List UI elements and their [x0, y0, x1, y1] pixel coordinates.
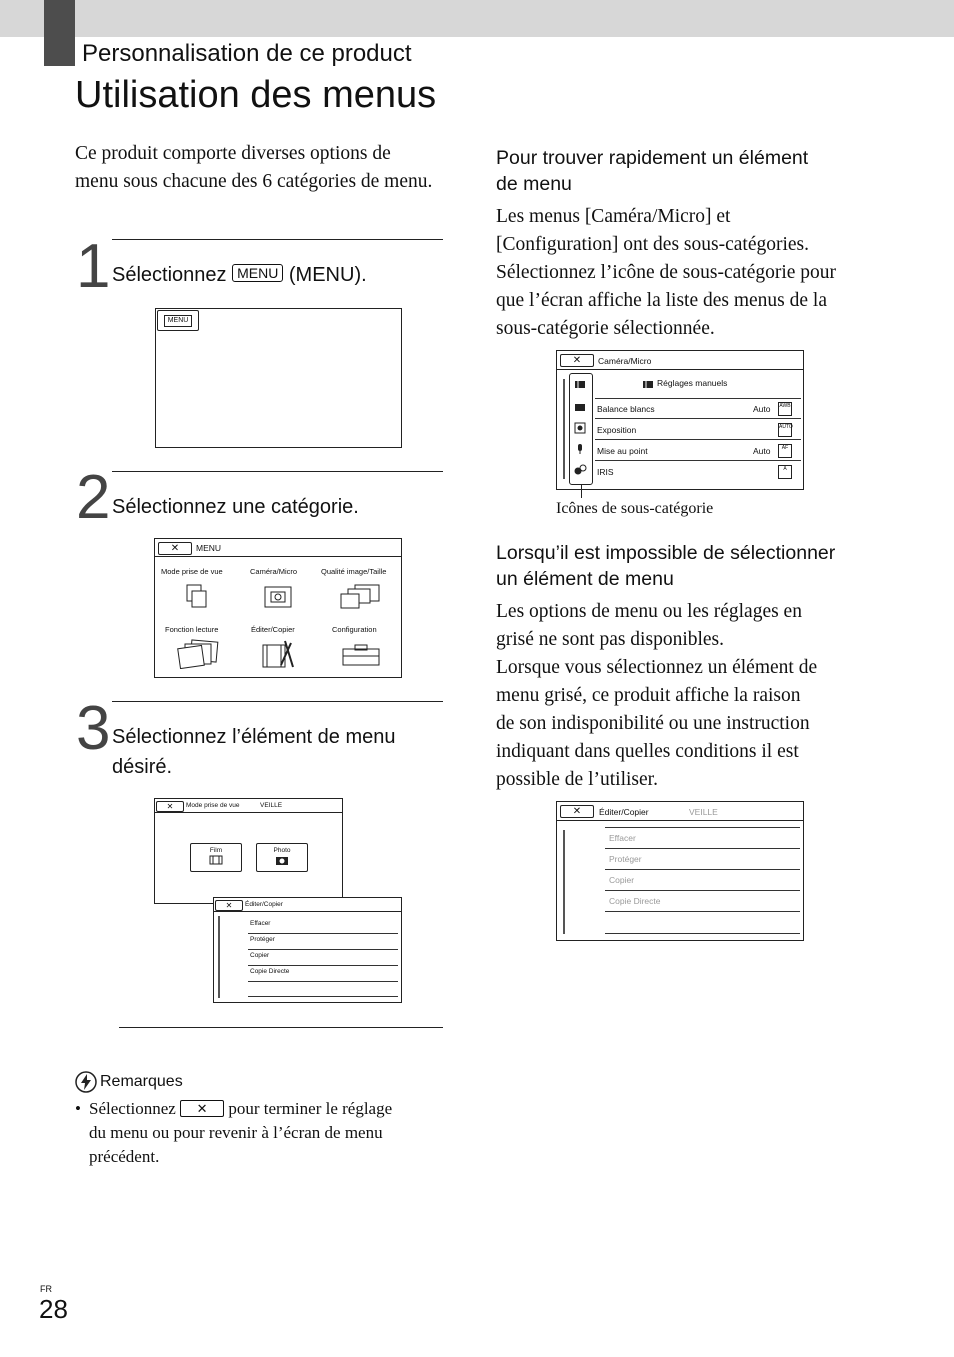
playback-icon [177, 639, 221, 669]
section2-body: Les options de menu ou les réglages en grisé ne sont pas disponibles. Lorsque vous sélectionnez un élément de menu grisé, ce produit affiche la raison de son indisponibilité ou une instruction indiquant dans quelles conditions il est possible de l’utiliser. [496, 601, 818, 790]
screen3a-title: Mode prise de vue [186, 802, 240, 809]
menu-item-direct-copy[interactable]: Copie Directe [250, 968, 290, 975]
greyed-item-direct-copy[interactable]: Copie Directe [609, 896, 661, 906]
auto-icon: AWB [778, 402, 792, 416]
row-iris-label[interactable]: IRIS [597, 467, 614, 477]
screen4-title: Caméra/Micro [598, 356, 652, 366]
photo-button[interactable]: Photo [256, 843, 308, 872]
screen-greyed-menu [556, 801, 804, 941]
camera-icon [275, 855, 289, 865]
shooting-mode-icon [185, 583, 209, 609]
step-1-text-before: Sélectionnez [112, 264, 227, 286]
language-code: FR [40, 1284, 52, 1294]
remarks-bullet-line1: Sélectionnez ✕ pour terminer le réglage [89, 1099, 393, 1118]
exposure-auto-icon: AUTO [778, 423, 792, 437]
section1-body: Les menus [Caméra/Micro] et [Configuration] ont des sous-catégories. Sélectionnez l’icône de sous-catégorie pour que l’écran affiche la liste des menus de la sous-catégorie sélectionnée. [496, 206, 837, 339]
category-edit-copy[interactable]: Éditer/Copier [251, 625, 295, 634]
row-exposure-label[interactable]: Exposition [597, 425, 637, 435]
menu-item-protect[interactable]: Protéger [250, 936, 275, 943]
close-icon[interactable]: ✕ [156, 801, 184, 812]
step-1-number: 1 [76, 232, 111, 301]
close-icon: ✕ [180, 1100, 224, 1117]
scrollbar[interactable] [563, 379, 565, 479]
category-playback[interactable]: Fonction lecture [165, 625, 219, 634]
screen-edit-copy [213, 897, 402, 1003]
category-setup[interactable]: Configuration [332, 625, 377, 634]
screen-categories [154, 538, 402, 678]
page-number: 28 [39, 1294, 68, 1324]
step-2-number: 2 [76, 463, 111, 532]
movie-button[interactable]: Film [190, 843, 242, 872]
step-2-text: Sélectionnez une catégorie. [112, 496, 359, 518]
category-camera-mic[interactable]: Caméra/Micro [250, 567, 298, 576]
camera-mic-icon [263, 583, 295, 611]
shooting-settings-icon[interactable] [574, 402, 586, 412]
step-1-text-after: (MENU). [288, 264, 367, 286]
header-accent-block [44, 0, 75, 66]
row-focus-label[interactable]: Mise au point [597, 446, 648, 456]
screen4-subtitle: Réglages manuels [657, 378, 728, 388]
screen5-status: VEILLE [689, 807, 718, 817]
screen-shooting-mode [154, 798, 343, 904]
screen1-menu-button[interactable]: MENU [157, 310, 199, 331]
manual-settings-icon [642, 379, 654, 389]
menu-key: MENU [232, 264, 283, 282]
step-1-rule [112, 239, 443, 240]
step-3-number: 3 [76, 694, 111, 763]
row-white-balance-value: Auto [753, 404, 771, 414]
screen3b-title: Éditer/Copier [245, 901, 283, 908]
subcategory-caption: Icônes de sous-catégorie [556, 500, 714, 517]
caption-leader-line [581, 484, 582, 498]
row-focus-value: Auto [753, 446, 771, 456]
step-2-rule [112, 471, 443, 472]
greyed-item-copy[interactable]: Copier [609, 875, 635, 885]
remarks-bullet-marker: • [75, 1099, 81, 1118]
section1-title-line2: de menu [496, 173, 572, 195]
page-title: Utilisation des menus [75, 74, 437, 116]
screen-camera-mic [556, 350, 804, 490]
step-3-rule [112, 701, 443, 702]
microphone-icon[interactable] [575, 443, 585, 455]
close-icon[interactable]: ✕ [215, 900, 243, 911]
category-image-quality[interactable]: Qualité image/Taille [321, 567, 387, 576]
row-white-balance-label[interactable]: Balance blancs [597, 404, 655, 414]
scrollbar[interactable] [218, 916, 220, 998]
greyed-item-protect[interactable]: Protéger [609, 854, 642, 864]
steps-end-rule [119, 1027, 443, 1028]
remarks-bullet-line2: du menu ou pour revenir à l’écran de menu [89, 1123, 383, 1142]
intro-paragraph: Ce produit comporte diverses options de menu sous chacune des 6 catégories de menu. [75, 143, 433, 192]
menu-item-copy[interactable]: Copier [250, 952, 270, 959]
menu-item-delete[interactable]: Effacer [250, 920, 271, 927]
step-1-text [112, 260, 367, 290]
screen5-title: Éditer/Copier [599, 807, 649, 817]
iris-auto-icon: A [778, 465, 792, 479]
assist-icon[interactable] [573, 464, 587, 476]
close-icon[interactable]: ✕ [560, 354, 594, 367]
remarks-title: Remarques [100, 1073, 183, 1090]
section-title: Personnalisation de ce product [82, 40, 412, 67]
category-shooting-mode[interactable]: Mode prise de vue [161, 567, 223, 576]
film-icon [209, 855, 223, 865]
screen2-title: MENU [196, 543, 222, 553]
section1-title-line1: Pour trouver rapidement un élément [496, 147, 809, 169]
greyed-item-delete[interactable]: Effacer [609, 833, 636, 843]
section2-title-line1: Lorsqu’il est impossible de sélectionner [496, 542, 836, 564]
header-bar [0, 0, 954, 37]
screen-menu-button [155, 308, 402, 448]
step-3-text-line2: désiré. [112, 756, 173, 778]
manual-settings-icon[interactable] [574, 379, 586, 389]
close-icon[interactable]: ✕ [560, 805, 594, 818]
setup-toolbox-icon [341, 643, 381, 667]
scrollbar[interactable] [563, 830, 565, 934]
focus-auto-icon: AF [778, 444, 792, 458]
screen3a-status: VEILLE [260, 802, 283, 809]
face-icon[interactable] [574, 422, 586, 434]
image-quality-icon [339, 583, 381, 611]
close-icon[interactable]: ✕ [158, 542, 192, 555]
note-icon [75, 1071, 97, 1093]
section2-title-line2: un élément de menu [496, 568, 674, 590]
edit-copy-icon [261, 639, 297, 669]
remarks-bullet-line3: précédent. [89, 1147, 160, 1166]
step-3-text-line1: Sélectionnez l’élément de menu [112, 726, 396, 748]
